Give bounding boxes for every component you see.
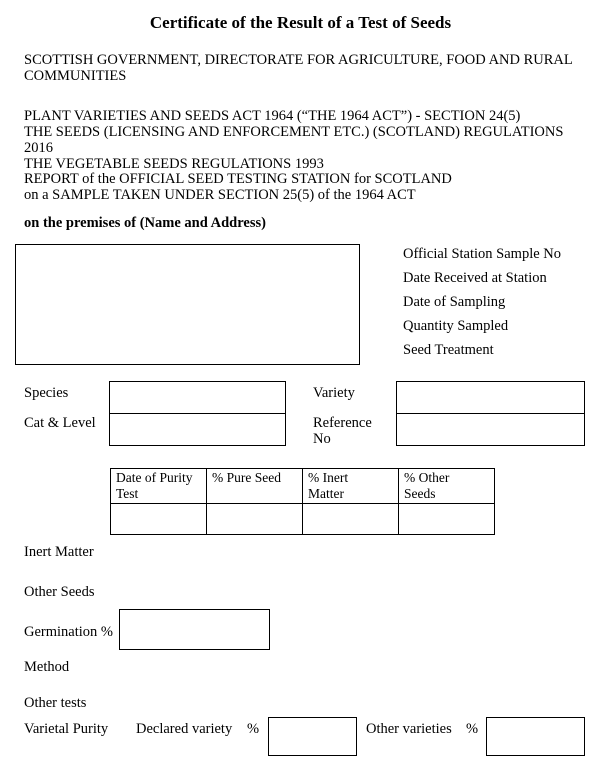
other-seeds-label: Other Seeds: [24, 584, 95, 600]
other-seeds-header-line-1: % Other: [404, 470, 450, 485]
other-varieties-percent-sign: %: [466, 721, 479, 737]
varietal-purity-label: Varietal Purity: [24, 721, 109, 737]
date-received-label: Date Received at Station: [403, 270, 547, 286]
purity-table-value-row: [111, 504, 495, 535]
declared-variety-label: Declared variety: [136, 721, 233, 737]
quantity-sampled-label: Quantity Sampled: [403, 318, 509, 334]
purity-date-header-line-2: Test: [116, 486, 139, 501]
cat-level-field[interactable]: [109, 413, 286, 446]
other-seeds-cell[interactable]: [399, 504, 495, 535]
purity-date-header: [111, 469, 207, 504]
other-tests-label: Other tests: [24, 695, 87, 711]
purity-table: [110, 468, 495, 535]
variety-field[interactable]: [396, 381, 585, 414]
date-sampling-label: Date of Sampling: [403, 294, 506, 310]
other-varieties-field[interactable]: [486, 717, 585, 756]
legal-line-5: REPORT of the OFFICIAL SEED TESTING STATION for SCOTLAND: [24, 171, 452, 187]
pure-seed-cell[interactable]: [207, 504, 303, 535]
legal-line-1: PLANT VARIETIES AND SEEDS ACT 1964 (“THE 1964 ACT”) - SECTION 24(5): [24, 108, 521, 124]
legal-line-2: THE SEEDS (LICENSING AND ENFORCEMENT ETC.) (SCOTLAND) REGULATIONS: [24, 124, 564, 140]
germination-label: Germination %: [24, 624, 113, 640]
other-seeds-header: [399, 469, 495, 504]
cat-level-label: Cat & Level: [24, 415, 96, 431]
sample-no-label: Official Station Sample No: [403, 246, 561, 262]
inert-matter-label: Inert Matter: [24, 544, 94, 560]
other-seeds-header-line-2: Seeds: [404, 486, 436, 501]
organisation-line-2: COMMUNITIES: [24, 68, 127, 84]
legal-line-4: THE VEGETABLE SEEDS REGULATIONS 1993: [24, 156, 324, 172]
inert-matter-header-line-1: % Inert: [308, 470, 349, 485]
inert-matter-header-line-2: Matter: [308, 486, 344, 501]
reference-label-line-2: No: [313, 431, 331, 447]
variety-label: Variety: [313, 385, 355, 401]
page-title: Certificate of the Result of a Test of Seeds: [149, 13, 452, 32]
premises-label: on the premises of (Name and Address): [24, 215, 266, 231]
pure-seed-header: [207, 469, 303, 504]
germination-field[interactable]: [119, 609, 270, 650]
legal-line-3: 2016: [24, 140, 53, 156]
purity-date-header-line-1: Date of Purity: [116, 470, 193, 485]
other-varieties-label: Other varieties: [366, 721, 452, 737]
seed-treatment-label: Seed Treatment: [403, 342, 494, 358]
method-label: Method: [24, 659, 70, 675]
legal-line-6: on a SAMPLE TAKEN UNDER SECTION 25(5) of the 1964 ACT: [24, 187, 416, 203]
premises-address-box[interactable]: [15, 244, 360, 365]
purity-date-cell[interactable]: [111, 504, 207, 535]
inert-matter-cell[interactable]: [303, 504, 399, 535]
reference-no-field[interactable]: [396, 413, 585, 446]
declared-percent-sign: %: [247, 721, 260, 737]
species-label: Species: [24, 385, 69, 401]
declared-variety-field[interactable]: [268, 717, 357, 756]
pure-seed-header-line-1: % Pure Seed: [212, 470, 281, 485]
purity-table-header-row: [111, 469, 495, 504]
inert-matter-header: [303, 469, 399, 504]
species-field[interactable]: [109, 381, 286, 414]
organisation-line-1: SCOTTISH GOVERNMENT, DIRECTORATE FOR AGRICULTURE, FOOD AND RURAL: [24, 52, 573, 68]
reference-label-line-1: Reference: [313, 415, 372, 431]
